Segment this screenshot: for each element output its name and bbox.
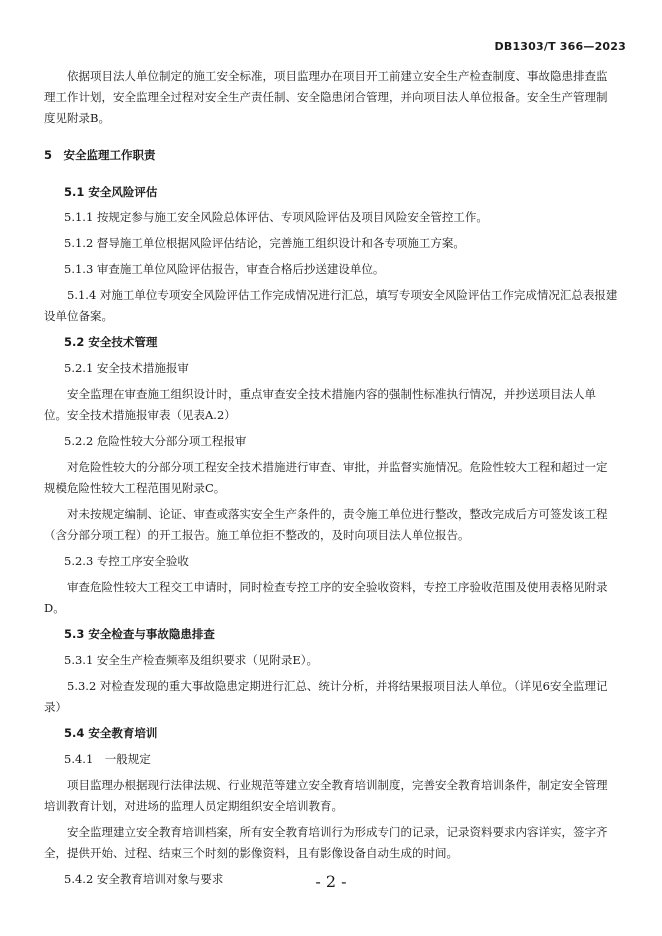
clause-5-1-1: 5.1.1 按规定参与施工安全风险总体评估、专项风险评估及项目风险安全管控工作。 [64,210,488,224]
paragraph-5-4-1b: 安全监理建立安全教育培训档案，所有安全教育培训行为形成专门的记录，记录资料要求内容详实，签字齐全，提供开始、过程、结束三个时刻的影像资料，且有影像设备自动生成的时间。 [44,825,608,860]
paragraph-5-2-2a: 对危险性较大的分部分项工程安全技术措施进行审查、审批，并监督实施情况。危险性较大工程和超过一定规模危险性较大工程范围见附录C。 [44,460,608,495]
clause-5-3-1: 5.3.1 安全生产检查频率及组织要求（见附录E）。 [64,653,319,667]
section-5-2-heading: 5.2 安全技术管理 [64,335,158,349]
clause-5-1-2: 5.1.2 督导施工单位根据风险评估结论，完善施工组织设计和各专项施工方案。 [64,236,465,250]
clause-5-3-2: 5.3.2 对检查发现的重大事故隐患定期进行汇总、统计分析，并将结果报项目法人单位。（详见6安全监理记录） [44,679,608,714]
section-5-4-heading: 5.4 安全教育培训 [64,726,158,740]
clause-5-4-2: 5.4.2 安全教育培训对象与要求 [64,872,224,886]
paragraph-5-4-1a: 项目监理办根据现行法律法规、行业规范等建立安全教育培训制度，完善安全教育培训条件，制定安全管理培训教育计划，对进场的监理人员定期组织安全培训教育。 [44,778,608,813]
section-5-1-heading: 5.1 安全风险评估 [64,185,158,199]
clause-5-4-1: 5.4.1 一般规定 [64,752,151,766]
page-content [44,66,618,890]
clause-5-2-1: 5.2.1 安全技术措施报审 [64,361,189,375]
paragraph-5-2-3: 审查危险性较大工程交工申请时，同时检查专控工序的安全验收资料，专控工序验收范围及使用表格见附录D。 [44,580,608,615]
page-number: - 2 - [315,872,347,891]
paragraph-5-2-2b: 对未按规定编制、论证、审查或落实安全生产条件的，责令施工单位进行整改，整改完成后方可签发该工程（含分部分项工程）的开工报告。施工单位拒不整改的，及时向项目法人单位报告。 [44,507,608,542]
document-code: DB1303/T 366—2023 [494,40,626,53]
clause-5-2-3: 5.2.3 专控工序安全验收 [64,554,189,568]
section-5-3-heading: 5.3 安全检查与事故隐患排查 [64,627,215,641]
clause-5-1-3: 5.1.3 审查施工单位风险评估报告，审查合格后抄送建设单位。 [64,262,385,276]
clause-5-1-4: 5.1.4 对施工单位专项安全风险评估工作完成情况进行汇总，填写专项安全风险评估工作完成情况汇总表报建设单位备案。 [44,288,618,323]
paragraph-5-2-1: 安全监理在审查施工组织设计时，重点审查安全技术措施内容的强制性标准执行情况，并抄送项目法人单位。安全技术措施报审表（见表A.2） [44,387,596,422]
clause-5-2-2: 5.2.2 危险性较大分部分项工程报审 [64,434,247,448]
intro-paragraph: 依据项目法人单位制定的施工安全标准，项目监理办在项目开工前建立安全生产检查制度、事故隐患排查监理工作计划，安全监理全过程对安全生产责任制、安全隐患闭合管理，并向项目法人单位报备。安全生产管理制度见附录B。 [44,69,608,125]
section-5-heading: 5 安全监理工作职责 [44,148,156,162]
